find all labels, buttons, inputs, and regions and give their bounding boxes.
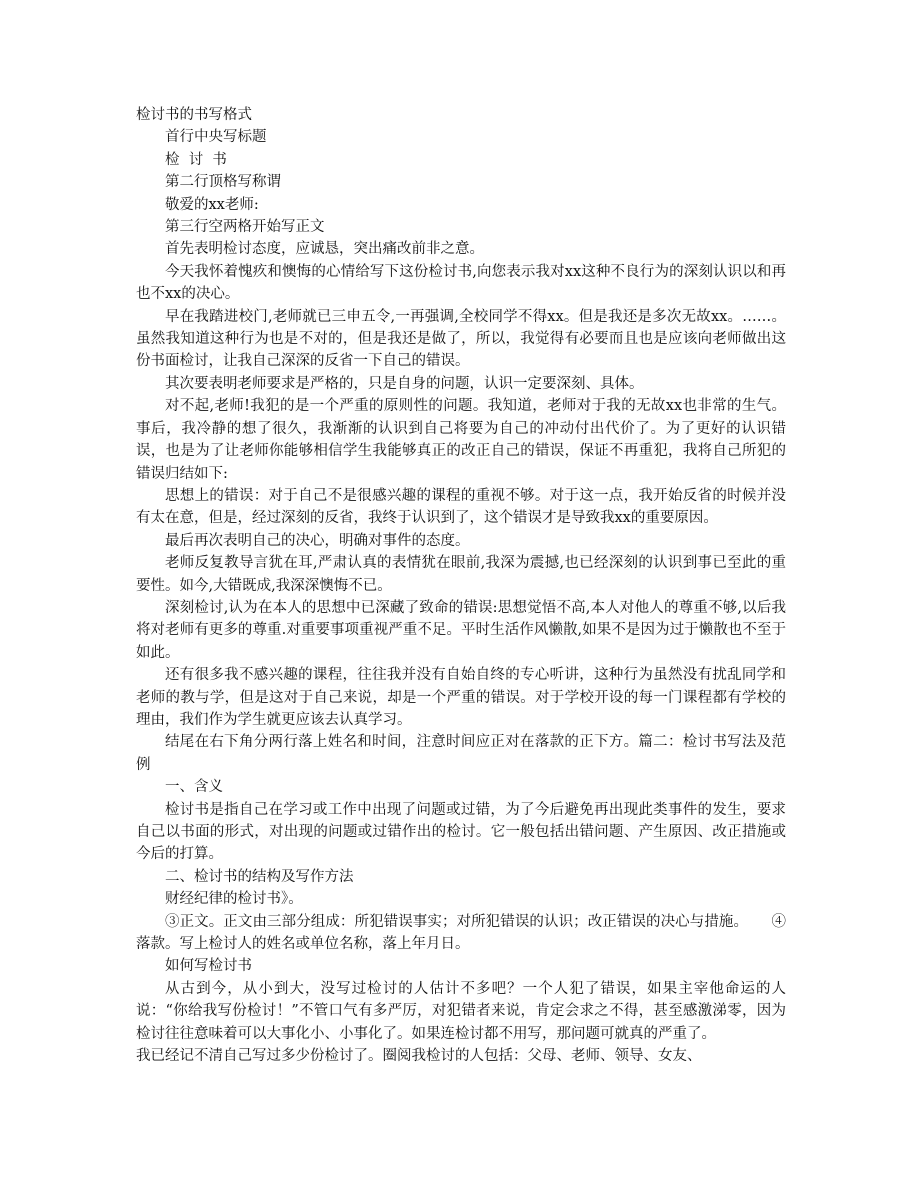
paragraph: 其次要表明老师要求是严格的，只是自身的问题，认识一定要深刻、具体。 (165, 375, 644, 392)
paragraph: 第三行空两格开始写正文 (165, 219, 325, 236)
heading-sample: 检 讨 书 (165, 151, 227, 168)
paragraph: 思想上的错误：对于自己不是很感兴趣的课程的重视不够。对于这一点，我开始反省的时候并没有太在意，但是，经过深刻的反省，我终于认识到了，这个错误才是导致我xx的重要原因。 (136, 487, 786, 527)
paragraph: 结尾在右下角分两行落上姓名和时间，注意时间应正对在落款的正下方。篇二：检讨书写法及范例 (136, 734, 786, 773)
paragraph: ③正文。正文由三部分组成：所犯错误事实；对所犯错误的认识；改正错误的决心与措施。 ④落款。写上检讨人的姓名或单位名称，落上年月日。 (136, 913, 786, 953)
paragraph: 首行中央写标题 (165, 129, 267, 146)
paragraph: 检讨书是指自己在学习或工作中出现了问题或过错，为了今后避免再出现此类事件的发生，要求自己以书面的形式，对出现的问题或过错作出的检讨。它一般包括出错问题、产生原因、改正措施或今后的打算。 (136, 801, 786, 863)
paragraph: 老师反复教导言犹在耳,严肃认真的表情犹在眼前,我深为震撼,也已经深刻的认识到事已至此的重要性。如今,大错既成,我深深懊悔不已。 (136, 555, 786, 594)
document-body (136, 104, 786, 1067)
paragraph: 财经纪律的检讨书》。 (165, 891, 303, 908)
paragraph: 还有很多我不感兴趣的课程，往往我并没有自始自终的专心听讲，这种行为虽然没有扰乱同学和老师的教与学，但是这对于自己来说，却是一个严重的错误。对于学校开设的每一门课程都有学校的理由，我们作为学生就更应该去认真学习。 (136, 667, 786, 728)
section-heading: 一、含义 (165, 779, 223, 796)
document-title: 检讨书的书写格式 (136, 107, 252, 123)
paragraph: 从古到今，从小到大，没写过检讨的人估计不多吧？一个人犯了错误，如果主宰他命运的人说：“你给我写份检讨！”不管口气有多严厉，对犯错者来说，肯定会求之不得，甚至感激涕零，因为检讨往往意味着可以大事化小、小事化了。如果连检讨都不用写，那问题可就真的严重了。 (136, 980, 786, 1042)
paragraph: 今天我怀着愧疚和懊悔的心情给写下这份检讨书,向您表示我对xx这种不良行为的深刻认识以和再也不xx的决心。 (136, 263, 786, 303)
section-heading: 如何写检讨书 (165, 958, 252, 975)
paragraph: 深刻检讨,认为在本人的思想中已深藏了致命的错误:思想觉悟不高,本人对他人的尊重不够,以后我将对老师有更多的尊重.对重要事项重视严重不足。平时生活作风懒散,如果不是因为过于懒散也不至于如此。 (136, 599, 786, 661)
paragraph: 首先表明检讨态度，应诚恳，突出痛改前非之意。 (165, 241, 484, 258)
paragraph: 对不起,老师!我犯的是一个严重的原则性的问题。我知道，老师对于我的无故xx也非常的生气。事后，我冷静的想了很久，我渐渐的认识到自己将要为自己的冲动付出代价了。为了更好的认识错误，也是为了让老师你能够相信学生我能够真正的改正自己的错误，保证不再重犯，我将自己所犯的错误归结如下: (136, 398, 786, 482)
paragraph: 最后再次表明自己的决心，明确对事件的态度。 (165, 532, 470, 549)
salutation: 敬爱的xx老师: (165, 196, 259, 213)
paragraph: 早在我踏进校门,老师就已三申五令,一再强调,全校同学不得xx。但是我还是多次无故xx。……。虽然我知道这种行为也是不对的，但是我还是做了，所以，我觉得有必要而且也是应该向老师做出这份书面检讨，让我自己深深的反省一下自己的错误。 (136, 308, 786, 370)
section-heading: 二、检讨书的结构及写作方法 (165, 868, 354, 885)
paragraph: 第二行顶格写称谓 (165, 174, 281, 191)
paragraph: 我已经记不清自己写过多少份检讨了。圈阅我检讨的人包括：父母、老师、领导、女友、 (136, 1048, 702, 1065)
